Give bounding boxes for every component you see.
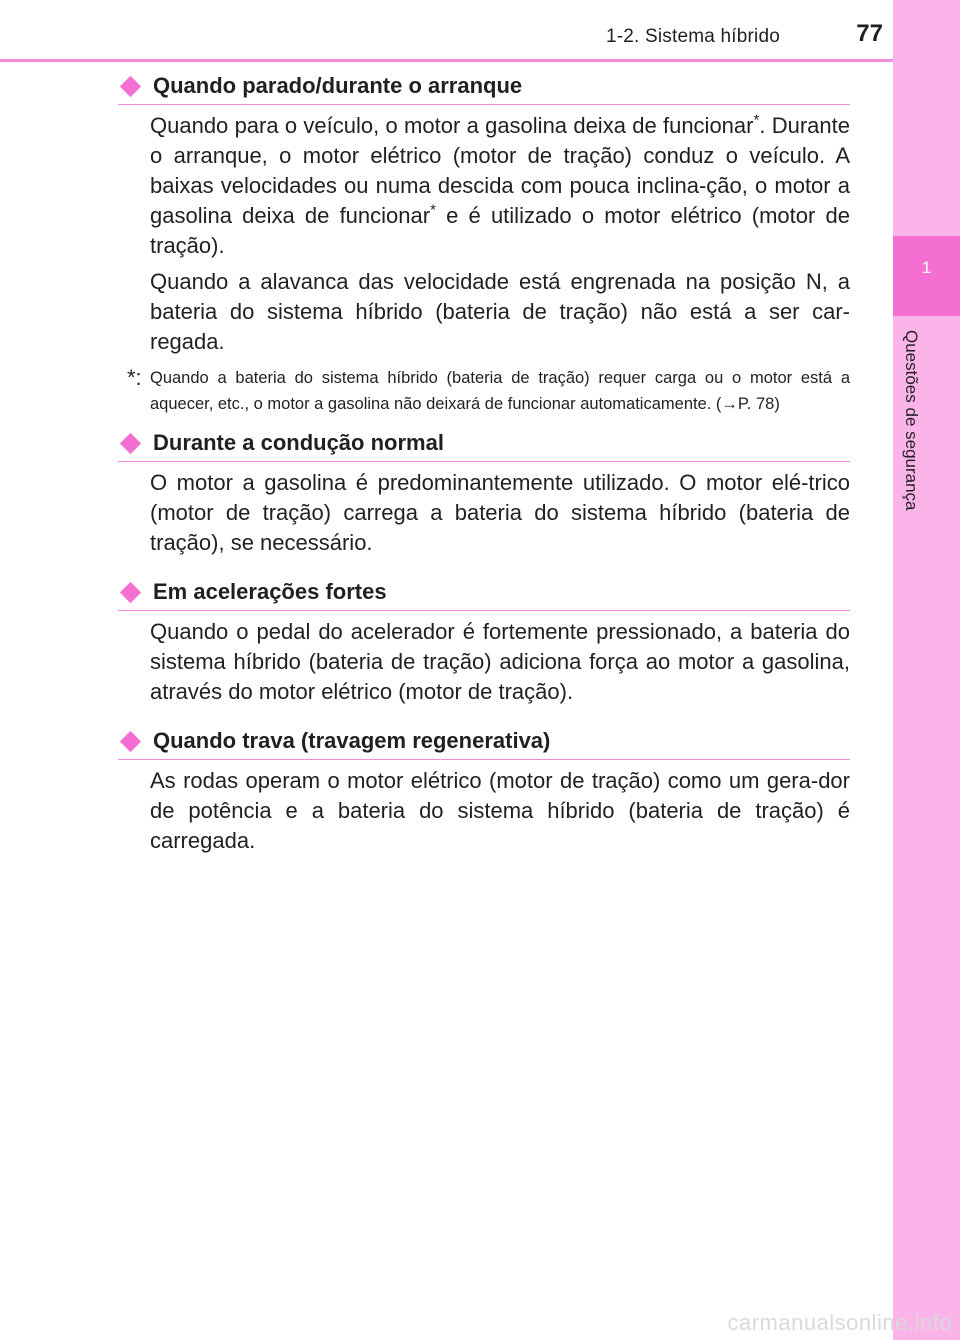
diamond-bullet-icon <box>120 75 141 96</box>
paragraph: As rodas operam o motor elétrico (motor de tração) como um gera-dor de potência e a bateria do sistema híbrido (bateria de tração) é carregada. <box>150 768 850 853</box>
footnote-mark: *: <box>127 365 142 390</box>
section-title: Durante a condução normal <box>153 430 444 455</box>
chapter-number: 1 <box>921 258 932 277</box>
paragraph: Quando a alavanca das velocidade está engrenada na posição N, a bateria do sistema híbrido (bateria de tração) não está a ser car-regada. <box>150 269 850 354</box>
watermark: carmanualsonline.info <box>727 1310 952 1335</box>
section-heading <box>118 574 850 611</box>
section-heading <box>118 68 850 105</box>
section-heading <box>118 425 850 462</box>
section-title: Quando parado/durante o arranque <box>153 73 523 98</box>
page-content <box>118 68 850 862</box>
diamond-bullet-icon <box>120 730 141 751</box>
running-head: 1-2. Sistema híbrido <box>605 26 780 47</box>
side-tab-strip <box>893 0 960 1340</box>
footnote-ref: * <box>753 111 760 129</box>
section-heading <box>118 723 850 760</box>
footnote-text: Quando a bateria do sistema híbrido (bateria de tração) requer carga ou o motor está a aquecer, etc., o motor a gasolina não deixará de funcionar automaticamente. (→P. 78) <box>150 369 850 413</box>
diamond-bullet-icon <box>120 432 141 453</box>
footnote-ref: * <box>430 201 436 219</box>
paragraph: O motor a gasolina é predominantemente utilizado. O motor elé-trico (motor de tração) carrega a bateria do sistema híbrido (bateria de tração), se necessário. <box>150 470 850 555</box>
paragraph: Quando para o veículo, o motor a gasolina deixa de funcionar*. Durante o arranque, o motor elétrico (motor de tração) conduz o veículo. A baixas velocidades ou numa descida com pouca inclina-ção, o motor a gasolina deixa de funcionar* e é utilizado o motor elétrico (motor de tração). <box>150 111 850 258</box>
footnote <box>127 365 850 417</box>
diamond-bullet-icon <box>120 581 141 602</box>
paragraph: Quando o pedal do acelerador é fortemente pressionado, a bateria do sistema híbrido (bateria de tração) adiciona força ao motor a gasolina, através do motor elétrico (motor de tração). <box>150 619 850 704</box>
chapter-title: Questões de segurança <box>902 330 921 511</box>
section-title: Quando trava (travagem regenerativa) <box>153 728 551 753</box>
header-rule <box>0 59 893 62</box>
page-number: 77 <box>856 20 883 47</box>
section-title: Em acelerações fortes <box>153 579 387 604</box>
